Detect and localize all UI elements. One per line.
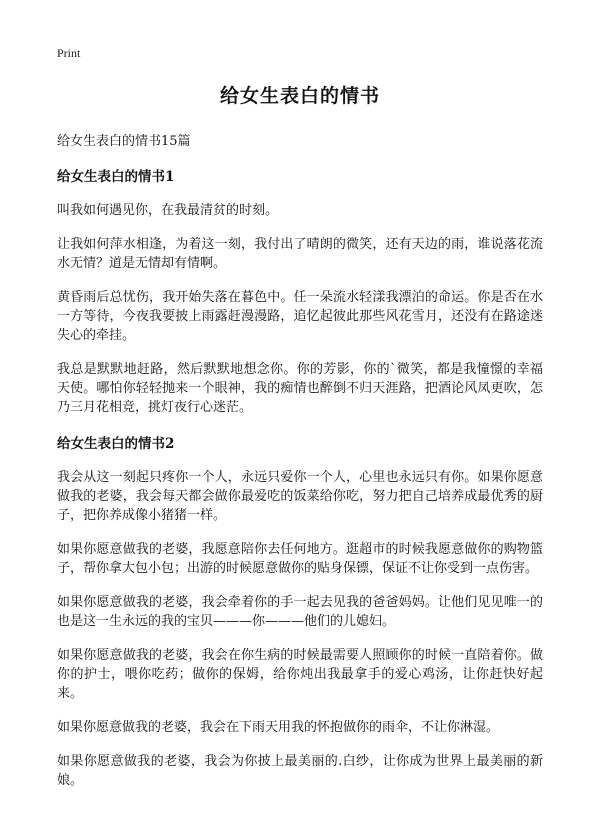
section-1 [57, 165, 543, 417]
document-subtitle: 给女生表白的情书15篇 [57, 134, 191, 149]
print-link[interactable]: Print [57, 46, 81, 60]
paragraph: 如果你愿意做我的老婆，我会为你披上最美丽的.白纱，让你成为世界上最美丽的新娘。 [57, 754, 543, 788]
section-2 [57, 432, 543, 790]
section-heading: 给女生表白的情书2 [57, 436, 175, 452]
paragraph: 让我如何萍水相逢，为着这一刻，我付出了晴朗的微笑，还有天边的雨，谁说落花流水无情？道是无情却有情啊。 [57, 237, 543, 271]
section-heading: 给女生表白的情书1 [57, 169, 175, 185]
paragraph: 我总是默默地赶路，然后默默地想念你。你的芳影，你的`微笑，都是我憧憬的幸福天使。哪怕你轻轻抛来一个眼神，我的痴情也醉倒不归天涯路，把酒论风凤更吹，怎乃三月花相竞，挑灯夜行心迷茫。 [57, 362, 543, 415]
paragraph: 我会从这一刻起只疼你一个人，永远只爱你一个人，心里也永远只有你。如果你愿意做我的老婆，我会每天都会做你最爱吃的饭菜给你吃，努力把自己培养成最优秀的厨子，把你养成像小猪猪一样。 [57, 470, 543, 523]
paragraph: 如果你愿意做我的老婆，我愿意陪你去任何地方。逛超市的时候我愿意做你的购物篮子，帮你拿大包小包；出游的时候愿意做你的贴身保镖，保证不让你受到一点伤害。 [57, 542, 543, 576]
paragraph: 如果你愿意做我的老婆，我会牵着你的手一起去见我的爸爸妈妈。让他们见见唯一的也是这一生永远的我的宝贝———你———他们的儿媳妇。 [57, 595, 543, 629]
document-title: 给女生表白的情书 [219, 85, 380, 107]
paragraph: 如果你愿意做我的老婆，我会在下雨天用我的怀抱做你的雨伞，不让你淋湿。 [57, 720, 500, 735]
paragraph: 如果你愿意做我的老婆，我会在你生病的时候最需要人照顾你的时候一直陪着你。做你的护士，喂你吃药；做你的保姆，给你炖出我最拿手的爱心鸡汤，让你赶快好起来。 [57, 648, 543, 701]
paragraph: 叫我如何遇见你，在我最清贫的时刻。 [57, 203, 279, 218]
paragraph: 黄昏雨后总忧伤，我开始失落在暮色中。任一朵流水轻漾我漂泊的命运。你是否在水一方等待，今夜我要披上雨露赶漫漫路，追忆起彼此那些风花雪月，还没有在路途迷失心的牵挂。 [57, 290, 543, 343]
